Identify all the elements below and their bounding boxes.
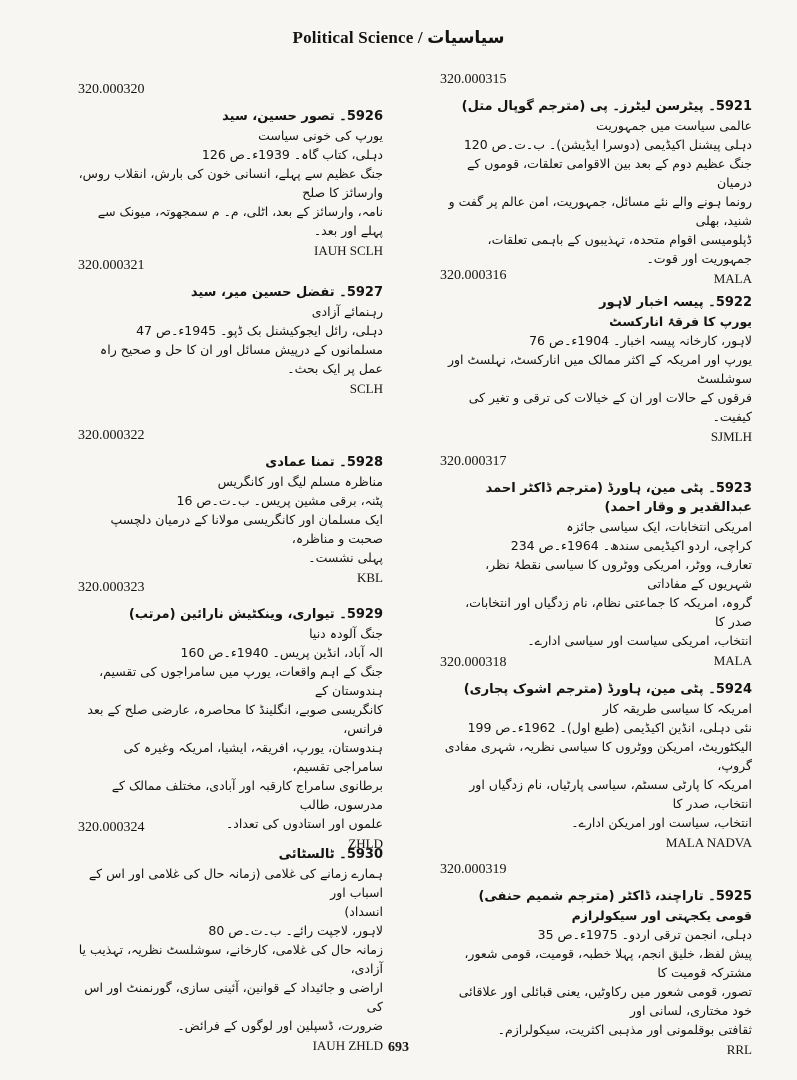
entry-line: پیش لفظ، خلیق انجم، پہلا خطبہ، قومیت، قومی شعور، مشترکہ قومیت کا: [464, 946, 752, 980]
accession-number: 320.000318: [440, 655, 507, 670]
catalog-entry: [78, 82, 383, 259]
accession-number: 320.000317: [440, 454, 507, 469]
entry-line: لاہور، لاجپت رائے۔ ب۔ت۔ص 80: [208, 923, 383, 938]
entry-line: ایک مسلمان اور کانگریسی مولانا کے درمیان دلچسپ صحبت و مناظرہ،: [110, 512, 383, 546]
accession-number: 320.000321: [78, 258, 145, 273]
catalog-entry: [78, 258, 383, 397]
entry-line: پہلی نشست۔: [308, 550, 383, 565]
entry-body: [440, 479, 752, 650]
entry-line: جنگ کے اہم واقعات، یورپ میں سامراجوں کی تقسیم، ہندوستان کے: [99, 664, 383, 698]
entry-body: [78, 605, 383, 833]
entry-line: گروہ، امریکہ کا جماعتی نظام، نام زدگیاں اور انتخابات، صدر کا: [465, 595, 752, 629]
entry-line: یورپ اور امریکہ کے اکثر ممالک میں انارکسٹ، نہلسٹ اور سوشلسٹ: [447, 352, 752, 386]
catalog-entry: [78, 428, 383, 586]
library-code: SCLH: [349, 381, 383, 396]
entry-line: جنگ آلودہ دنیا: [309, 626, 383, 641]
entry-line: دہلی، انجمن ترقی اردو۔ 1975ء۔ص 35: [537, 927, 752, 942]
entry-line: اراضی و جائیداد کے قوانین، آئینی سازی، گورنمنٹ اور اس کی: [84, 980, 383, 1014]
entry-line: ہمارے زمانے کی غلامی (زمانہ حال کی غلامی اور اس کے اسباب اور: [88, 866, 383, 900]
accession-number: 320.000320: [78, 82, 145, 97]
entry-body: [440, 97, 752, 268]
library-code: MALA NADVA: [665, 835, 752, 850]
library-code: KBL: [357, 570, 383, 585]
page-title-urdu: سیاسیات: [427, 28, 505, 48]
entry-line: کراچی، اردو اکیڈیمی سندھ۔ 1964ء۔ص 234: [510, 538, 752, 553]
entry-title: قومی یکجہتی اور سیکولرازم: [571, 908, 752, 923]
entry-heading: 5928۔ تمنا عمادی: [265, 455, 383, 470]
accession-number: 320.000315: [440, 72, 507, 87]
entry-line: برطانوی سامراج کارقبہ اور آبادی، مختلف ممالک کے مدرسوں، طالب: [111, 778, 383, 812]
entry-heading: 5921۔ پیٹرسن لیٹرز۔ پی (مترجم گوپال متل): [461, 99, 752, 114]
entry-heading: 5922۔ پیسہ اخبار لاہور: [599, 295, 752, 310]
entry-line: ڈپلومیسی اقوام متحدہ، تہذیبوں کے باہمی تعلقات، جمہوریت اور قوت۔: [487, 232, 752, 266]
entry-heading: 5926۔ تصور حسین، سید: [222, 109, 383, 124]
catalog-entry: [440, 72, 752, 287]
entry-line: ثقافتی بوقلمونی اور مذہبی اکثریت، سیکولرازم۔: [497, 1022, 752, 1037]
entry-line: رونما ہونے والے نئے مسائل، جمہوریت، امن عالم پر گفت و شنید، بھلی: [448, 194, 752, 228]
entry-line: نامہ، وارسائز کے بعد، اٹلی، م۔ م سمجھوتہ، میونک سے پہلے اور بعد۔: [97, 204, 383, 238]
accession-number: 320.000324: [78, 820, 145, 835]
entry-line: انتخاب، سیاست اور امریکن ادارے۔: [571, 815, 752, 830]
entry-body: [78, 107, 383, 240]
catalog-entry: [440, 655, 752, 851]
entry-line: امریکہ کا پارٹی سسٹم، سیاسی پارٹیاں، نام زدگیاں اور انتخاب، صدر کا: [469, 777, 752, 811]
entry-line: دہلی، رائل ایجوکیشنل بک ڈپو۔ 1945ء۔ص 47: [136, 323, 383, 338]
library-code: MALA: [713, 271, 752, 286]
entry-body: [440, 680, 752, 832]
entry-line: عالمی سیاست میں جمہوریت: [596, 118, 752, 133]
entry-line: تعارف، ووٹر، امریکی ووٹروں کا سیاسی نقطۂ نظر، شہریوں کے مفاداتی: [485, 557, 752, 591]
page-title: [0, 28, 797, 48]
catalog-entry: [440, 862, 752, 1058]
entry-line: جنگ عظیم دوم کے بعد بین الاقوامی تعلقات، قوموں کے درمیان: [467, 156, 752, 190]
entry-line: نئی دہلی، انڈین اکیڈیمی (طبع اول)۔ 1962ء۔ص 199: [467, 720, 752, 735]
accession-number: 320.000323: [78, 580, 145, 595]
entry-body: [78, 453, 383, 567]
entry-line: یورپ کی خونی سیاست: [258, 128, 383, 143]
page-number: 693: [388, 1040, 409, 1055]
library-code: SJMLH: [710, 429, 752, 444]
entry-body: [440, 293, 752, 426]
entry-heading: 5930۔ ٹالسٹائی: [278, 847, 383, 862]
entry-line: پٹنہ، برقی مشین پریس۔ ب۔ت۔ص 16: [176, 493, 383, 508]
catalog-entry: [78, 820, 383, 1054]
entry-line: مسلمانوں کے درپیش مسائل اور ان کا حل و صحیح راہ عمل پر ایک بحث۔: [99, 342, 383, 376]
library-code: RRL: [726, 1042, 752, 1057]
entry-line: زمانہ حال کی غلامی، کارخانے، سوشلسٹ نظریہ، تہذیب یا آزادی،: [78, 942, 383, 976]
entry-line: امریکی انتخابات، ایک سیاسی جائزہ: [566, 519, 752, 534]
entry-line: دہلی، کتاب گاہ۔ 1939ء۔ص 126: [201, 147, 383, 162]
entry-heading: 5927۔ تفضل حسین میر، سید: [190, 285, 383, 300]
entry-line: جنگ عظیم سے پہلے، انسانی خون کی بارش، انقلاب روس، وارسائز کا صلح: [78, 166, 383, 200]
entry-line: مناظرہ مسلم لیگ اور کانگریس: [217, 474, 383, 489]
entry-line: انتخاب، امریکی سیاست اور سیاسی ادارے۔: [527, 633, 752, 648]
entry-body: [78, 283, 383, 378]
entry-line: کانگریسی صوبے، انگلینڈ کا محاصرہ، عارضی صلح کے بعد فرانس،: [87, 702, 383, 736]
library-code: IAUH SCLH: [314, 243, 383, 258]
entry-line: لاہور، کارخانہ پیسہ اخبار۔ 1904ء۔ص 76: [529, 333, 752, 348]
entry-heading: 5924۔ پٹی مین، ہاورڈ (مترجم اشوک پجاری): [463, 682, 752, 697]
entry-heading: 5923۔ پٹی مین، ہاورڈ (مترجم ڈاکٹر احمد عبدالقدیر و وقار احمد): [485, 481, 752, 515]
entry-line: رہنمائے آزادی: [311, 304, 383, 319]
entry-line: الیکٹوریٹ، امریکن ووٹروں کا سیاسی نظریہ، شہری مفادی گروپ،: [444, 739, 752, 773]
entry-heading: 5929۔ تیواری، وینکٹیش نارائین (مرتب): [128, 607, 383, 622]
entry-line: ضرورت، ڈسپلین اور لوگوں کے فرائض۔: [177, 1018, 383, 1033]
entry-body: [78, 845, 383, 1035]
accession-number: 320.000322: [78, 428, 145, 443]
library-code: MALA: [713, 653, 752, 668]
entry-body: [440, 887, 752, 1039]
entry-line: تصور، قومی شعور میں رکاوٹیں، یعنی قبائلی اور علاقائی خود مختاری، لسانی اور: [458, 984, 752, 1018]
accession-number: 320.000316: [440, 268, 507, 283]
entry-line: الہ آباد، انڈین پریس۔ 1940ء۔ص 160: [180, 645, 383, 660]
entry-line: دہلی پیشنل اکیڈیمی (دوسرا ایڈیشن)۔ ب۔ت۔ص 120: [463, 137, 752, 152]
catalog-entry: [440, 454, 752, 669]
entry-line: امریکہ کا سیاسی طریقہ کار: [602, 701, 752, 716]
page-title-english: Political Science /: [292, 28, 423, 47]
entry-line: فرقوں کے حالات اور ان کے خیالات کی ترقی و تغیر کی کیفیت۔: [468, 390, 752, 424]
entry-line: علموں اور استادوں کی تعداد۔: [225, 816, 383, 831]
entry-line: ہندوستان، یورپ، افریقہ، ایشیا، امریکہ وغیرہ کی سامراجی تقسیم،: [123, 740, 383, 774]
entry-line: انسداد): [344, 904, 383, 919]
entry-heading: 5925۔ تاراچند، ڈاکٹر (مترجم شمیم حنفی): [478, 889, 752, 904]
library-code: ZHLD: [348, 836, 383, 851]
entry-title: یورپ کا فرقۂ انارکسٹ: [609, 314, 752, 329]
accession-number: 320.000319: [440, 862, 507, 877]
library-code: IAUH ZHLD: [312, 1038, 383, 1053]
catalog-entry: [440, 268, 752, 445]
catalog-entry: [78, 580, 383, 852]
